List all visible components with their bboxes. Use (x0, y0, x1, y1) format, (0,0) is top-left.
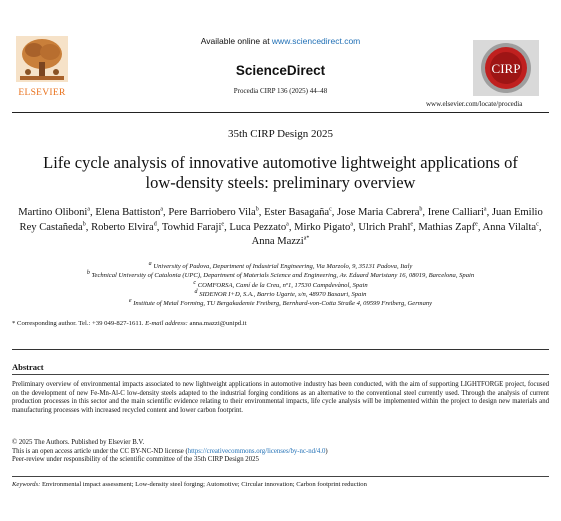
author-affiliation-mark: a (87, 206, 91, 213)
keywords-text: Environmental impact assessment; Low-density steel forging; Automotive; Circular innovation; Carbon footprint reduction (40, 481, 367, 488)
corresponding-author (12, 320, 247, 327)
cirp-logo (473, 40, 539, 96)
conference-name: 35th CIRP Design 2025 (227, 128, 333, 140)
author-affiliation-mark: b (255, 206, 259, 213)
author-name: Mirko Pigato (294, 221, 351, 233)
author-name: Anna Mazzi (251, 236, 304, 247)
author-name: Juan Emilio Rey Castañeda (19, 207, 543, 233)
author-affiliation-mark: e (475, 220, 478, 227)
author-name: Ulrich Prahl (358, 221, 411, 233)
affiliation-text: University of Padova, Department of Industrial Engineering, Via Marzolo, 9, 35131 Padova, Italy (153, 263, 413, 270)
abstract-heading: Abstract (12, 362, 44, 372)
abstract-text: Preliminary overview of environmental impacts associated to new lightweight applications in automotive industry has been conducted, with the aim of supporting LIGHTFORGE project, focused on the development of new Fe-Mn-Al-C low-density steels adapted to the industrial forging conditions as an alternative to the conventional steel currently used. Through the analysis of current production processes in this sector and the main scientific evidence relating to their environmental impacts, life cycle analysis will be implemented within the project to design new materials and manufacturing processes with increased recycled content and lower carbon footprint. (12, 381, 549, 414)
author-affiliation-mark: a (160, 206, 164, 213)
keywords (12, 481, 549, 488)
author-name: Ester Basagaña (264, 207, 330, 218)
affiliation-line (10, 281, 551, 290)
license-link[interactable]: https://creativecommons.org/licenses/by-nc-nd/4.0 (187, 447, 326, 455)
license-suffix: ) (325, 447, 328, 455)
author-affiliation-mark: a (350, 220, 354, 227)
email-label: E-mail address: (145, 320, 188, 327)
author-affiliation-mark: e (410, 220, 414, 227)
affiliation-text: Institute of Metal Forming, TU Bergakademie Freiberg, Bernhard-von-Cotta Straße 4, 09599 Freiberg, Germany (133, 300, 433, 308)
author-name: Roberto Elvira (91, 221, 154, 233)
affiliation-line (10, 262, 551, 271)
cirp-logo-text: CIRP (491, 61, 521, 76)
cirp-emblem-icon (473, 40, 539, 96)
header-divider (12, 112, 549, 113)
author-affiliation-mark: c (329, 206, 332, 213)
author-affiliation-mark: c (536, 220, 539, 227)
author-affiliation-mark: e (221, 220, 225, 227)
author-name: Pere Barriobero Vila (168, 207, 256, 218)
author-affiliation-mark: d (153, 220, 157, 227)
affiliation-text: Technical University of Catalonia (UPC), Department of Materials Science and Engineering, Av. Eduard Maristany 16, 08019, Barcelona, Spain (91, 272, 475, 280)
affiliation-mark: b (86, 270, 90, 277)
affiliation-line (10, 271, 551, 280)
author-name: Jose Maria Cabrera (337, 207, 420, 218)
affiliation-mark: a (148, 260, 152, 267)
license-prefix: This is an open access article under the CC BY-NC-ND license ( (12, 447, 188, 455)
affiliation-text: SIDENOR I+D, S.A., Barrio Ugarte, s/n, 48970 Basauri, Spain (199, 290, 367, 298)
keywords-label: Keywords: (12, 481, 41, 488)
elsevier-wordmark: ELSEVIER (18, 88, 66, 98)
author-affiliation-mark: a (483, 206, 487, 213)
email-address[interactable]: anna.mazzi@unipd.it (187, 320, 247, 327)
affiliation-list (10, 262, 551, 308)
abstract-divider (12, 374, 549, 375)
journal-homepage[interactable]: www.elsevier.com/locate/procedia (426, 100, 523, 108)
license-line (12, 448, 549, 457)
journal-citation: Procedia CIRP 136 (2025) 44–48 (233, 87, 328, 95)
author-name: Irene Calliari (427, 207, 484, 218)
corresponding-prefix: * Corresponding author. Tel.: +39 049-827-1611. (12, 320, 146, 327)
title-line-2: low-density steels: preliminary overview (145, 173, 416, 192)
keywords-divider (12, 476, 549, 477)
author-affiliation-mark: a* (303, 235, 310, 242)
author-name: Towhid Faraji (161, 221, 222, 233)
affiliation-text: COMFORSA, Camí de la Creu, nº1, 17530 Campdevànol, Spain (197, 281, 368, 289)
author-affiliation-mark: b (82, 220, 86, 227)
affiliation-mark: c (193, 279, 197, 286)
affiliation-line (10, 290, 551, 299)
author-list: Martino Oliboni$^a$, Elena Battiston$^a$, Pere Barriobero Vila$^b$, Ester Basagaña$^c$, Jose Maria Cabrera$^b$, Irene Calliari$^a$, Juan Emilio Rey Castañeda$^b$, Roberto Elvira$^d$, Towhid Faraji$^e$, Luca Pezzato$^a$, Mirko Pigato$^a$, Ulrich Prahl$^e$, Mathias Zapf$^e$, Anna Vilalta$^c$, Anna Mazzi$^{a*}$ (18, 206, 543, 247)
article-title (20, 153, 541, 193)
author-affiliation-mark: a (286, 220, 289, 227)
author-name: Martino Oliboni (18, 207, 88, 218)
author-affiliation-mark: b (419, 206, 423, 213)
author-name: Anna Vilalta (482, 221, 537, 233)
title-line-1: Life cycle analysis of innovative automotive lightweight applications of (43, 153, 518, 172)
sciencedirect-brand: ScienceDirect (235, 63, 326, 78)
author-name: Luca Pezzato (229, 221, 287, 233)
available-prefix: Available online at (200, 36, 272, 46)
affiliation-mark: d (194, 288, 198, 295)
abstract-divider-top (12, 349, 549, 350)
license-block (12, 439, 549, 465)
affiliation-line (10, 299, 551, 308)
sciencedirect-link[interactable]: www.sciencedirect.com (271, 36, 361, 46)
author-name: Elena Battiston (95, 207, 161, 218)
author-name: Mathias Zapf (418, 221, 476, 233)
affiliation-mark: e (128, 298, 132, 304)
copyright-line: © 2025 The Authors. Published by Elsevier B.V. (12, 439, 145, 446)
peer-review-line: Peer-review under responsibility of the scientific committee of the 35th CIRP Design 2025 (12, 456, 259, 464)
